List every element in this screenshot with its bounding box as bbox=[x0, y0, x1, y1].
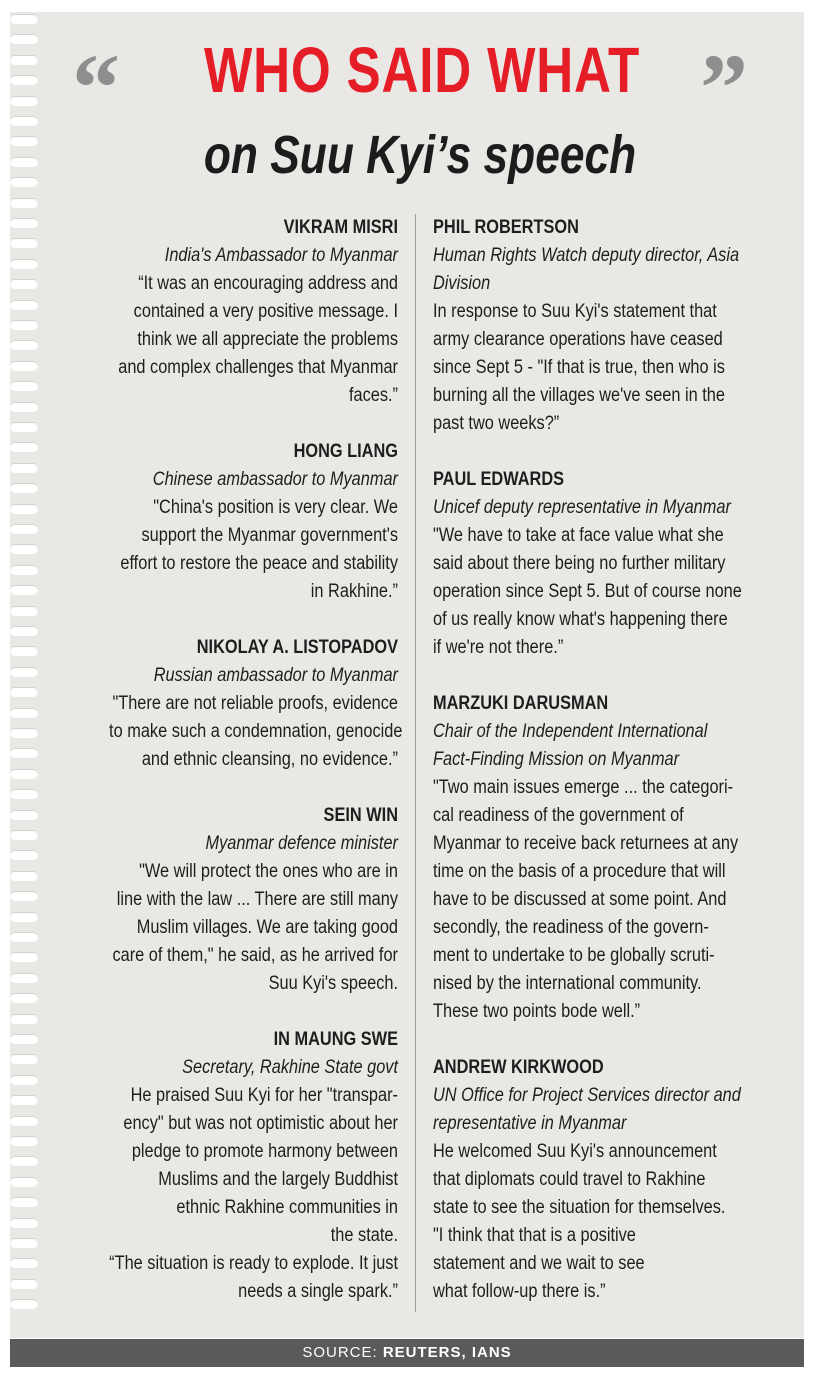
speaker-role bbox=[62, 242, 398, 270]
spiral-hole bbox=[10, 1054, 38, 1064]
spiral-hole bbox=[10, 544, 38, 554]
spiral-hole bbox=[10, 361, 38, 371]
speaker-role bbox=[433, 718, 773, 774]
spiral-hole bbox=[10, 830, 38, 840]
quote-line: In response to Suu Kyi's statement that bbox=[433, 301, 717, 322]
quote-line: "We will protect the ones who are in bbox=[139, 861, 398, 882]
spiral-hole bbox=[10, 687, 38, 697]
spiral-hole bbox=[10, 728, 38, 738]
spiral-hole bbox=[10, 1299, 38, 1309]
role-line: Unicef deputy representative in Myanmar bbox=[433, 497, 731, 518]
quote-line: Suu Kyi's speech. bbox=[268, 973, 398, 994]
quote-line: and ethnic cleansing, no evidence.” bbox=[141, 749, 398, 770]
spiral-hole bbox=[10, 667, 38, 677]
quote-text bbox=[433, 298, 773, 438]
quote-line: "We have to take at face value what she bbox=[433, 525, 724, 546]
quote-line: “It was an encouraging address and bbox=[138, 273, 398, 294]
quote-line: effort to restore the peace and stability bbox=[120, 553, 399, 574]
spiral-hole bbox=[10, 177, 38, 187]
quote-line: He welcomed Suu Kyi's announcement bbox=[433, 1141, 717, 1162]
open-quote-icon: “ bbox=[72, 34, 114, 141]
quote-line: “The situation is ready to explode. It just bbox=[109, 1253, 399, 1274]
spiral-hole bbox=[10, 524, 38, 534]
role-line: Secretary, Rakhine State govt bbox=[182, 1057, 398, 1078]
quote-line: ethnic Rakhine communities in bbox=[176, 1197, 398, 1218]
quote-entry bbox=[433, 214, 773, 438]
quote-text bbox=[433, 1138, 773, 1306]
speaker-role bbox=[62, 830, 398, 858]
spiral-hole bbox=[10, 1075, 38, 1085]
spiral-hole bbox=[10, 483, 38, 493]
quote-line: These two points bode well.” bbox=[433, 1001, 641, 1022]
right-column bbox=[433, 214, 773, 1334]
quote-text bbox=[62, 690, 403, 774]
quote-line: if we're not there.” bbox=[433, 637, 564, 658]
spiral-hole bbox=[10, 136, 38, 146]
speaker-name: PAUL EDWARDS bbox=[433, 469, 565, 490]
spiral-hole bbox=[10, 300, 38, 310]
spiral-hole bbox=[10, 1156, 38, 1166]
spiral-hole bbox=[10, 1014, 38, 1024]
quote-line: "I think that that is a positive bbox=[433, 1225, 636, 1246]
source-footer bbox=[10, 1339, 804, 1367]
quote-line: line with the law ... There are still many bbox=[116, 889, 398, 910]
quote-line: "There are not reliable proofs, evidence bbox=[112, 693, 398, 714]
quote-entry bbox=[62, 802, 398, 998]
quote-line: state to see the situation for themselves. bbox=[433, 1197, 726, 1218]
quote-line: and complex challenges that Myanmar bbox=[118, 357, 399, 378]
spiral-hole bbox=[10, 340, 38, 350]
quote-line: He praised Suu Kyi for her "transpar- bbox=[130, 1085, 398, 1106]
quote-text bbox=[62, 270, 398, 410]
spiral-hole bbox=[10, 1238, 38, 1248]
quote-line: needs a single spark.” bbox=[238, 1281, 398, 1302]
quote-line: past two weeks?” bbox=[433, 413, 560, 434]
quote-line: have to be discussed at some point. And bbox=[433, 889, 727, 910]
spiral-hole bbox=[10, 1116, 38, 1126]
spiral-hole bbox=[10, 279, 38, 289]
quote-line: in Rakhine.” bbox=[310, 581, 398, 602]
quote-line: care of them," he said, as he arrived for bbox=[112, 945, 399, 966]
quote-line: "Two main issues emerge ... the categori- bbox=[433, 777, 734, 798]
quote-text bbox=[433, 522, 773, 662]
spiral-hole bbox=[10, 75, 38, 85]
spiral-hole bbox=[10, 993, 38, 1003]
spiral-hole bbox=[10, 850, 38, 860]
quote-line: secondly, the readiness of the govern- bbox=[433, 917, 709, 938]
quote-line: pledge to promote harmony between bbox=[131, 1141, 398, 1162]
quote-line: support the Myanmar government's bbox=[141, 525, 398, 546]
speaker-name: IN MAUNG SWE bbox=[273, 1029, 398, 1050]
close-quote-icon: ” bbox=[700, 34, 742, 141]
speaker-name: NIKOLAY A. LISTOPADOV bbox=[196, 637, 398, 658]
quote-line: burning all the villages we've seen in the bbox=[433, 385, 725, 406]
spiral-hole bbox=[10, 606, 38, 616]
quote-line: nised by the international community. bbox=[433, 973, 702, 994]
spiral-hole bbox=[10, 1218, 38, 1228]
spiral-hole bbox=[10, 116, 38, 126]
quote-line: of us really know what's happening there bbox=[433, 609, 728, 630]
quote-line: since Sept 5 - "If that is true, then who is bbox=[433, 357, 725, 378]
quote-line: ment to undertake to be globally scruti- bbox=[433, 945, 715, 966]
spiral-hole bbox=[10, 504, 38, 514]
quote-entry bbox=[62, 438, 398, 606]
speaker-role bbox=[62, 466, 398, 494]
spiral-hole bbox=[10, 1279, 38, 1289]
quote-line: contained a very positive message. I bbox=[133, 301, 398, 322]
quote-entry bbox=[62, 634, 403, 774]
spiral-hole bbox=[10, 422, 38, 432]
quote-line: Muslims and the largely Buddhist bbox=[158, 1169, 398, 1190]
spiral-hole bbox=[10, 320, 38, 330]
left-column bbox=[62, 214, 403, 1334]
spiral-hole bbox=[10, 1258, 38, 1268]
spiral-hole bbox=[10, 769, 38, 779]
spiral-hole bbox=[10, 218, 38, 228]
spiral-hole bbox=[10, 381, 38, 391]
quote-line: Myanmar to receive back returnees at any bbox=[433, 833, 739, 854]
quote-line: time on the basis of a procedure that will bbox=[433, 861, 726, 882]
spiral-hole bbox=[10, 748, 38, 758]
quote-line: think we all appreciate the problems bbox=[137, 329, 399, 350]
role-line: Russian ambassador to Myanmar bbox=[153, 665, 398, 686]
quote-entry bbox=[433, 690, 773, 1026]
quote-entry bbox=[62, 1026, 398, 1306]
page-title: WHO SAID WHAT bbox=[204, 34, 641, 106]
page-subtitle: on Suu Kyi’s speech bbox=[203, 125, 637, 185]
source-list: REUTERS, IANS bbox=[382, 1344, 512, 1361]
spiral-hole bbox=[10, 1095, 38, 1105]
spiral-hole bbox=[10, 626, 38, 636]
spiral-hole bbox=[10, 259, 38, 269]
spiral-hole bbox=[10, 442, 38, 452]
spiral-hole bbox=[10, 14, 38, 24]
spiral-hole bbox=[10, 157, 38, 167]
role-line: Human Rights Watch deputy director, Asia bbox=[433, 245, 740, 266]
quote-text bbox=[433, 774, 773, 1026]
spiral-hole bbox=[10, 1197, 38, 1207]
spiral-hole bbox=[10, 1177, 38, 1187]
speaker-name: HONG LIANG bbox=[293, 441, 398, 462]
quote-entry bbox=[62, 214, 398, 410]
quote-line: cal readiness of the government of bbox=[433, 805, 684, 826]
quote-line: "China's position is very clear. We bbox=[153, 497, 398, 518]
quote-line: said about there being no further military bbox=[433, 553, 726, 574]
spiral-hole bbox=[10, 238, 38, 248]
spiral-hole bbox=[10, 565, 38, 575]
speaker-name: SEIN WIN bbox=[323, 805, 398, 826]
quote-entry bbox=[433, 1054, 773, 1306]
role-line: representative in Myanmar bbox=[433, 1113, 627, 1134]
spiral-hole bbox=[10, 810, 38, 820]
quote-line: to make such a condemnation, genocide bbox=[109, 721, 403, 742]
source-label: SOURCE: bbox=[302, 1344, 378, 1361]
spiral-hole bbox=[10, 912, 38, 922]
quote-text bbox=[62, 1082, 398, 1306]
speaker-name: VIKRAM MISRI bbox=[283, 217, 398, 238]
quote-entry bbox=[433, 466, 773, 662]
speaker-role bbox=[433, 242, 773, 298]
spiral-hole bbox=[10, 646, 38, 656]
speaker-name: MARZUKI DARUSMAN bbox=[433, 693, 609, 714]
quote-text bbox=[62, 494, 398, 606]
role-line: UN Office for Project Services director and bbox=[433, 1085, 741, 1106]
quote-line: ency" but was not optimistic about her bbox=[123, 1113, 398, 1134]
quote-line: statement and we wait to see bbox=[433, 1253, 645, 1274]
spiral-hole bbox=[10, 402, 38, 412]
speaker-role bbox=[433, 494, 773, 522]
role-line: Myanmar defence minister bbox=[205, 833, 398, 854]
spiral-hole bbox=[10, 871, 38, 881]
role-line: Division bbox=[433, 273, 491, 294]
spiral-hole bbox=[10, 973, 38, 983]
quote-line: operation since Sept 5. But of course none bbox=[433, 581, 742, 602]
spiral-hole bbox=[10, 789, 38, 799]
spiral-hole bbox=[10, 1136, 38, 1146]
quote-line: faces.” bbox=[348, 385, 398, 406]
role-line: Chinese ambassador to Myanmar bbox=[152, 469, 398, 490]
spiral-hole bbox=[10, 96, 38, 106]
quote-line: the state. bbox=[330, 1225, 398, 1246]
spiral-hole bbox=[10, 932, 38, 942]
spiral-hole bbox=[10, 708, 38, 718]
spiral-hole bbox=[10, 1034, 38, 1044]
spiral-hole bbox=[10, 952, 38, 962]
quote-text bbox=[62, 858, 398, 998]
spiral-hole bbox=[10, 55, 38, 65]
spiral-hole bbox=[10, 34, 38, 44]
role-line: India's Ambassador to Myanmar bbox=[164, 245, 398, 266]
quote-line: Muslim villages. We are taking good bbox=[136, 917, 399, 938]
quote-line: that diplomats could travel to Rakhine bbox=[433, 1169, 706, 1190]
spiral-hole bbox=[10, 463, 38, 473]
spiral-hole bbox=[10, 198, 38, 208]
speaker-name: PHIL ROBERTSON bbox=[433, 217, 579, 238]
speaker-role bbox=[62, 1054, 398, 1082]
speaker-name: ANDREW KIRKWOOD bbox=[433, 1057, 604, 1078]
spiral-hole bbox=[10, 891, 38, 901]
speaker-role bbox=[62, 662, 398, 690]
speaker-role bbox=[433, 1082, 773, 1138]
spiral-binding bbox=[10, 14, 40, 1324]
role-line: Fact-Finding Mission on Myanmar bbox=[433, 749, 680, 770]
quote-line: what follow-up there is.” bbox=[433, 1281, 606, 1302]
role-line: Chair of the Independent International bbox=[433, 721, 708, 742]
spiral-hole bbox=[10, 585, 38, 595]
column-divider bbox=[415, 214, 416, 1312]
quote-line: army clearance operations have ceased bbox=[433, 329, 723, 350]
